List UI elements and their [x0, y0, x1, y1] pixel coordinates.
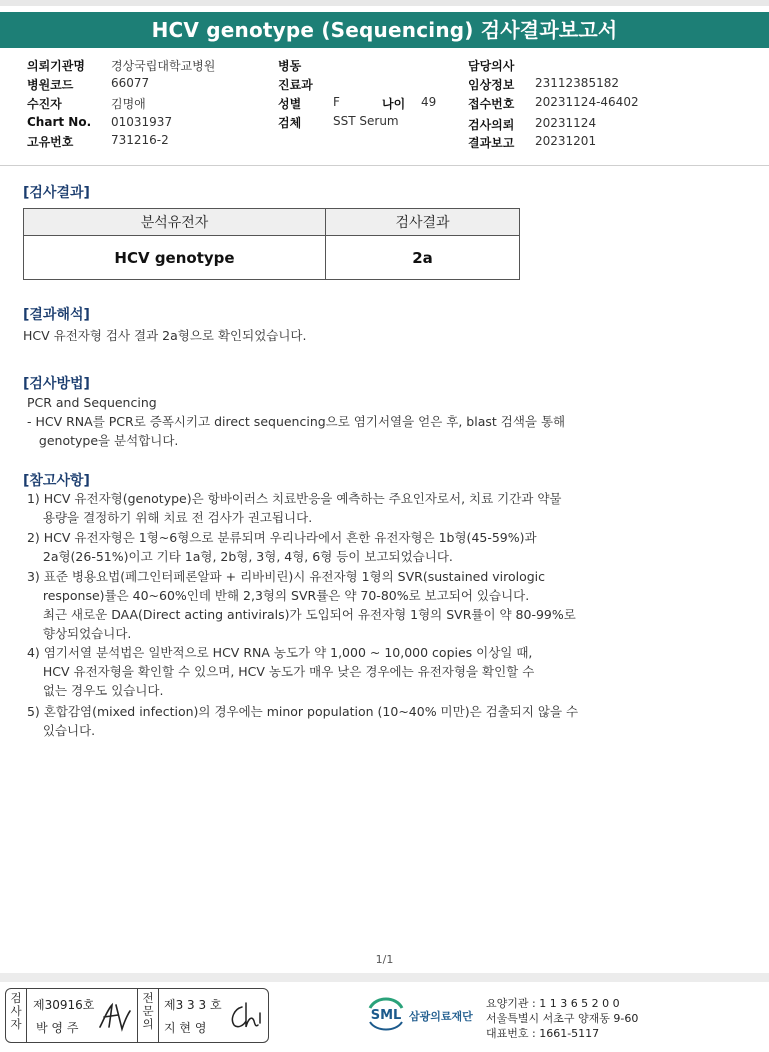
- specialist-license: 제3 3 3 호: [164, 998, 222, 1012]
- info-label: 병원코드: [27, 78, 74, 92]
- info-label: Chart No.: [27, 115, 92, 129]
- interpretation-text: HCV 유전자형 검사 결과 2a형으로 확인되었습니다.: [23, 328, 307, 343]
- info-label: 나이: [382, 97, 406, 111]
- note-line: response)률은 40~60%인데 반해 2,3형의 SVR률은 약 70-80%로 보고되어 있습니다.: [23, 588, 530, 603]
- info-value: 66077: [111, 76, 150, 90]
- note-line: 5) 혼합감염(mixed infection)의 경우에는 minor population (10~40% 미만)은 검출되지 않을 수: [23, 704, 579, 719]
- info-label: 결과보고: [468, 136, 515, 150]
- note-line: 있습니다.: [23, 723, 96, 738]
- result-header-result: 검사결과: [326, 209, 520, 236]
- examiner-license: 제30916호: [33, 998, 95, 1012]
- divider: [26, 989, 27, 1042]
- info-value: F: [333, 95, 340, 109]
- bottom-strip: [0, 973, 769, 982]
- result-header-gene: 분석유전자: [24, 209, 326, 236]
- logo-text: SML: [370, 1008, 402, 1023]
- result-gene-cell: HCV genotype: [24, 236, 326, 280]
- divider: [0, 165, 769, 166]
- note-line: 용량을 결정하기 위해 치료 전 검사가 권고됩니다.: [23, 510, 313, 525]
- org-line: 요양기관 : 1 1 3 6 5 2 0 0: [486, 997, 620, 1010]
- info-label: 임상정보: [468, 78, 515, 92]
- note-line: 향상되었습니다.: [23, 626, 132, 641]
- info-label: 병동: [278, 59, 302, 73]
- info-label: 담당의사: [468, 59, 515, 73]
- info-label: 성별: [278, 97, 302, 111]
- note-line: 2) HCV 유전자형은 1형~6형으로 분류되며 우리나라에서 흔한 유전자형은 1b형(45-59%)과: [23, 530, 537, 545]
- method-section-title: [검사방법]: [23, 376, 90, 392]
- info-value: 01031937: [111, 115, 173, 129]
- org-line: 대표번호 : 1661-5117: [486, 1027, 600, 1040]
- sml-logo-icon: [366, 994, 406, 1034]
- info-value: 20231124: [535, 116, 597, 130]
- note-line: 3) 표준 병용요법(페그인터페론알파 + 리바비린)시 유전자형 1형의 SVR(sustained virologic: [23, 569, 546, 584]
- info-value: 731216-2: [111, 133, 169, 147]
- result-table: [23, 208, 520, 280]
- info-label: 진료과: [278, 78, 313, 92]
- info-value: 23112385182: [535, 76, 619, 90]
- info-label: 검체: [278, 116, 302, 130]
- info-label: 접수번호: [468, 97, 515, 111]
- patient-info-block: [0, 57, 769, 157]
- interpretation-section-title: [결과해석]: [23, 307, 90, 323]
- method-line: PCR and Sequencing: [23, 395, 157, 410]
- notes-section-title: [참고사항]: [23, 473, 90, 489]
- specialist-name: 지 현 영: [164, 1021, 207, 1035]
- method-line: - HCV RNA를 PCR로 증폭시키고 direct sequencing으로 염기서열을 얻은 후, blast 검색을 통해: [23, 414, 566, 429]
- info-value: 경상국립대학교병원: [111, 59, 216, 73]
- note-line: 2a형(26-51%)이고 기타 1a형, 2b형, 3형, 4형, 6형 등이 보고되었습니다.: [23, 549, 453, 564]
- top-strip: [0, 0, 769, 6]
- note-line: 1) HCV 유전자형(genotype)은 항바이러스 치료반응을 예측하는 주요인자로서, 치료 기간과 약물: [23, 491, 562, 506]
- info-label: 검사의뢰: [468, 118, 515, 132]
- info-value: 김명애: [111, 97, 146, 111]
- note-line: 없는 경우도 있습니다.: [23, 683, 164, 698]
- info-label: 수진자: [27, 97, 62, 111]
- specialist-vertical-label: 전 문 의: [142, 991, 154, 1031]
- result-value-cell: 2a: [326, 236, 520, 280]
- info-value: 20231124-46402: [535, 95, 639, 109]
- info-value: 20231201: [535, 134, 597, 148]
- divider: [158, 989, 159, 1042]
- note-line: HCV 유전자형을 확인할 수 있으며, HCV 농도가 매우 낮은 경우에는 유전자형을 확인할 수: [23, 664, 535, 679]
- info-label: 고유번호: [27, 135, 74, 149]
- info-value: SST Serum: [333, 114, 399, 128]
- info-label: 의뢰기관명: [27, 59, 85, 73]
- method-line: genotype을 분석합니다.: [23, 433, 179, 448]
- organization-name: 삼광의료재단: [409, 1010, 473, 1023]
- report-title: HCV genotype (Sequencing) 검사결과보고서: [0, 12, 769, 48]
- examiner-name: 박 영 주: [36, 1021, 79, 1035]
- note-line: 4) 염기서열 분석법은 일반적으로 HCV RNA 농도가 약 1,000 ~ 10,000 copies 이상일 때,: [23, 645, 533, 660]
- examiner-vertical-label: 검 사 자: [10, 991, 22, 1031]
- specialist-signature: [226, 999, 266, 1033]
- examiner-signature: [96, 999, 134, 1033]
- result-section-title: [검사결과]: [23, 185, 90, 201]
- page-number: 1/1: [375, 953, 394, 966]
- note-line: 최근 새로운 DAA(Direct acting antivirals)가 도입되어 유전자형 1형의 SVR률이 약 80-99%로: [23, 607, 576, 622]
- signature-box: [5, 988, 269, 1043]
- org-line: 서울특별시 서초구 양재동 9-60: [486, 1012, 639, 1025]
- info-value: 49: [421, 95, 437, 109]
